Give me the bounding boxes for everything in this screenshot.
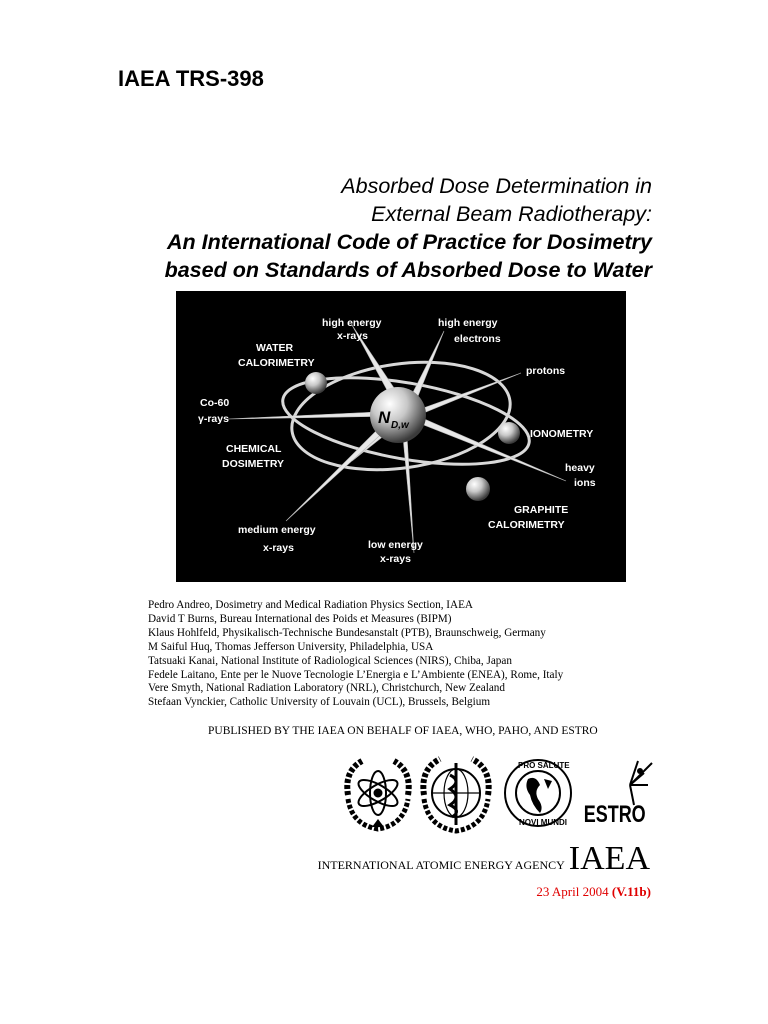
center-label-subscript: D,w bbox=[391, 420, 409, 431]
logos-svg bbox=[338, 755, 656, 835]
label-high-energy-electrons: high energy bbox=[438, 317, 498, 329]
estro-logo bbox=[584, 761, 652, 828]
label-protons: protons bbox=[526, 365, 566, 377]
author-line: David T Burns, Bureau International des Poids et Measures (BIPM) bbox=[148, 612, 452, 625]
date-line bbox=[536, 884, 651, 900]
iaea-logo bbox=[347, 761, 408, 829]
label-water-calorimetry: WATER bbox=[256, 342, 294, 354]
label-high-energy-xrays: high energy bbox=[322, 317, 382, 329]
document-title bbox=[92, 172, 652, 284]
author-line: Tatsuaki Kanai, National Institute of Radiological Sciences (NIRS), Chiba, Japan bbox=[148, 654, 512, 667]
label-medium-energy-xrays-2: x-rays bbox=[263, 542, 294, 554]
author-line: Stefaan Vynckier, Catholic University of Louvain (UCL), Brussels, Belgium bbox=[148, 696, 491, 709]
who-logo bbox=[423, 759, 488, 831]
version-label: (V.11b) bbox=[611, 884, 651, 899]
paho-logo bbox=[505, 760, 571, 827]
author-line: Vere Smyth, National Radiation Laboratory (NRL), Christchurch, New Zealand bbox=[148, 682, 505, 695]
label-graphite-calorimetry: GRAPHITE bbox=[514, 504, 569, 516]
author-line: Pedro Andreo, Dosimetry and Medical Radiation Physics Section, IAEA bbox=[148, 599, 474, 611]
label-low-energy-xrays: low energy bbox=[368, 539, 423, 551]
label-low-energy-xrays-2: x-rays bbox=[380, 553, 411, 565]
author-line: M Saiful Huq, Thomas Jefferson University, Philadelphia, USA bbox=[148, 640, 434, 653]
author-line: Klaus Hohlfeld, Physikalisch-Technische Bundesanstalt (PTB), Braunschweig, Germany bbox=[148, 626, 546, 639]
agency-line bbox=[318, 842, 650, 876]
label-high-energy-electrons-2: electrons bbox=[454, 333, 501, 345]
paho-ring-top: PRO SALUTE bbox=[518, 761, 570, 770]
cover-figure bbox=[176, 291, 626, 582]
label-water-calorimetry-2: CALORIMETRY bbox=[238, 357, 315, 369]
author-list bbox=[148, 599, 668, 710]
label-heavy-ions-2: ions bbox=[574, 477, 596, 489]
report-id: IAEA TRS-398 bbox=[118, 66, 264, 91]
agency-abbreviation: IAEA bbox=[568, 840, 650, 877]
label-co60-2: γ-rays bbox=[198, 413, 229, 425]
label-graphite-calorimetry-2: CALORIMETRY bbox=[488, 519, 565, 531]
label-medium-energy-xrays: medium energy bbox=[238, 524, 316, 536]
label-ionometry: IONOMETRY bbox=[530, 428, 594, 440]
label-heavy-ions: heavy bbox=[565, 462, 595, 474]
organization-logos bbox=[338, 755, 656, 835]
paho-ring-bottom: NOVI MUNDI bbox=[519, 818, 567, 827]
agency-name: INTERNATIONAL ATOMIC ENERGY AGENCY bbox=[317, 858, 565, 872]
title-line-4: based on Standards of Absorbed Dose to Water bbox=[164, 258, 652, 282]
label-chemical-dosimetry-2: DOSIMETRY bbox=[222, 458, 285, 470]
estro-wordmark: ESTRO bbox=[583, 801, 646, 828]
title-line-2: External Beam Radiotherapy: bbox=[371, 202, 652, 226]
label-co60: Co-60 bbox=[200, 397, 230, 409]
title-line-1: Absorbed Dose Determination in bbox=[341, 174, 652, 198]
label-high-energy-xrays-2: x-rays bbox=[337, 330, 368, 342]
publication-date: 23 April 2004 bbox=[536, 884, 609, 899]
dosimetry-star-diagram bbox=[176, 291, 626, 582]
label-chemical-dosimetry: CHEMICAL bbox=[226, 443, 282, 455]
title-line-3: An International Code of Practice for Dosimetry bbox=[166, 230, 652, 254]
calorimetry-spheres bbox=[305, 372, 520, 501]
center-label: N bbox=[378, 408, 391, 427]
published-by: PUBLISHED BY THE IAEA ON BEHALF OF IAEA, WHO, PAHO, AND ESTRO bbox=[208, 725, 598, 737]
author-line: Fedele Laitano, Ente per le Nuove Tecnologie L’Energia e L’Ambiente (ENEA), Rome, Italy bbox=[148, 668, 564, 681]
